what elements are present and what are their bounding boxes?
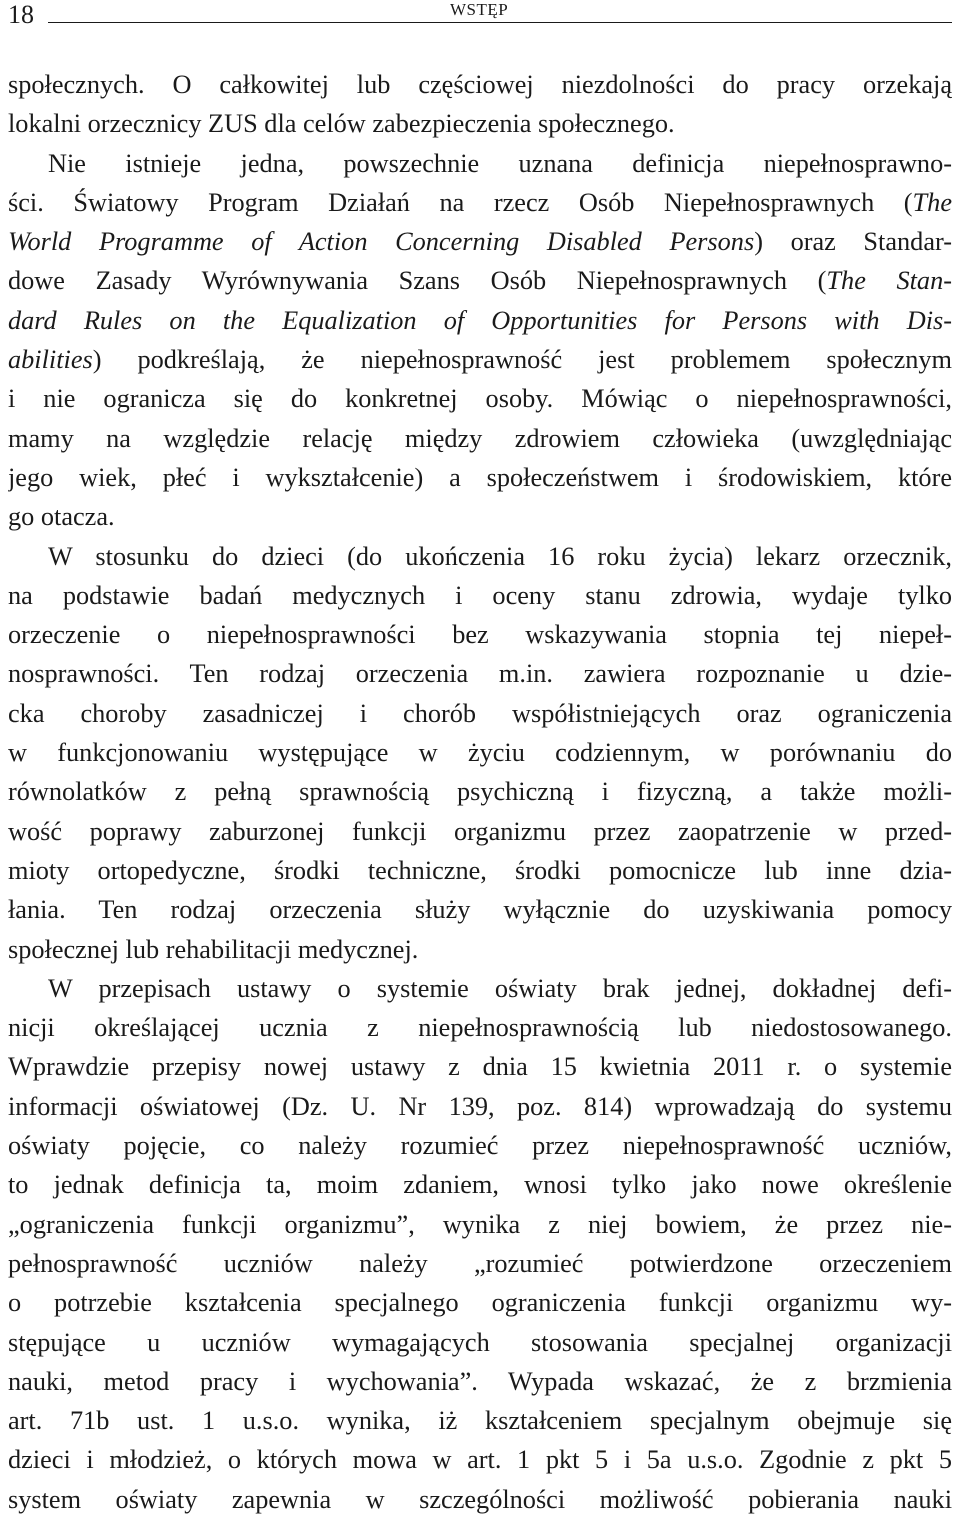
text-segment: i nie ogranicza się do konkretnej osoby. Mówiąc o niepełnosprawności, (8, 384, 952, 414)
text-line (8, 1283, 952, 1322)
text-line (8, 1205, 952, 1244)
text-line (8, 144, 952, 183)
text-line (8, 1440, 952, 1479)
text-line (8, 733, 952, 772)
text-segment: społecznych. O całkowitej lub częściowej niezdolności do pracy orzekają (8, 70, 952, 99)
text-segment: W przepisach ustawy o systemie oświaty brak jednej, dokładnej defi- (48, 973, 952, 1003)
text-line (8, 615, 952, 654)
text-line (8, 969, 952, 1008)
text-segment: The Stan- (826, 266, 952, 296)
text-segment: Wprawdzie przepisy nowej ustawy z dnia 15 kwietnia 2011 r. o systemie (8, 1052, 952, 1082)
text-segment: The (912, 187, 952, 217)
text-line (8, 537, 952, 576)
text-segment: World Programme of Action Concerning Disabled Persons (8, 227, 755, 257)
text-segment: informacji oświatowej (Dz. U. Nr 139, poz. 814) wprowadzają do systemu (8, 1091, 952, 1121)
text-segment: na podstawie badań medycznych i oceny stanu zdrowia, wydaje tylko (8, 580, 952, 610)
text-segment: ) oraz Standar- (754, 227, 952, 257)
text-segment: dzieci i młodzież, o których mowa w art. 1 pkt 5 i 5a u.s.o. Zgodnie z pkt 5 (8, 1445, 952, 1475)
text-line (8, 694, 952, 733)
text-line (8, 930, 952, 969)
text-segment: oświaty pojęcie, co należy rozumieć przez niepełnosprawność uczniów, (8, 1131, 952, 1161)
text-line (8, 1126, 952, 1165)
text-line (8, 890, 952, 929)
text-segment: mioty ortopedyczne, środki techniczne, środki pomocnicze lub inne dzia- (8, 855, 952, 885)
text-segment: W stosunku do dzieci (do ukończenia 16 roku życia) lekarz orzecznik, (48, 541, 952, 571)
text-segment: o potrzebie kształcenia specjalnego ograniczenia funkcji organizmu wy- (8, 1288, 952, 1318)
header-rule (48, 22, 952, 23)
text-segment: go otacza. (8, 502, 115, 532)
text-line (8, 772, 952, 811)
text-segment: Nie istnieje jedna, powszechnie uznana definicja niepełnosprawno- (48, 148, 952, 178)
text-segment: nauki, metod pracy i wychowania”. Wypada wskazać, że z brzmienia (8, 1366, 952, 1396)
text-line (8, 1401, 952, 1440)
text-line (8, 419, 952, 458)
text-line (8, 576, 952, 615)
text-segment: dard Rules on the Equalization of Opportunities for Persons with Dis- (8, 305, 952, 335)
text-line (8, 851, 952, 890)
text-line (8, 1244, 952, 1283)
text-segment: wość poprawy zaburzonej funkcji organizmu przez zaopatrzenie w przed- (8, 816, 952, 846)
text-line (8, 1480, 952, 1519)
text-segment: system oświaty zapewnia w szczególności możliwość pobierania nauki (8, 1484, 952, 1514)
text-segment: w funkcjonowaniu występujące w życiu codziennym, w porównaniu do (8, 738, 952, 768)
text-segment: nicji określającej ucznia z niepełnosprawnością lub niedostosowanego. (8, 1013, 952, 1043)
text-segment: cka choroby zasadniczej i chorób współistniejących oraz ograniczenia (8, 698, 952, 728)
running-head: WSTĘP (450, 0, 509, 19)
page-number: 18 (8, 0, 34, 29)
text-segment: łania. Ten rodzaj orzeczenia służy wyłącznie do uzyskiwania pomocy (8, 895, 952, 925)
text-segment: art. 71b ust. 1 u.s.o. wynika, iż kształceniem specjalnym obejmuje się (8, 1406, 952, 1436)
text-segment: nosprawności. Ten rodzaj orzeczenia m.in. zawiera rozpoznanie u dzie- (8, 659, 952, 689)
text-segment: lokalni orzecznicy ZUS dla celów zabezpieczenia społecznego. (8, 109, 675, 139)
text-segment: ) podkreślają, że niepełnosprawność jest problemem społecznym (92, 345, 952, 375)
text-line (8, 1087, 952, 1126)
text-segment: stępujące u uczniów wymagających stosowania specjalnej organizacji (8, 1327, 952, 1357)
text-line (8, 340, 952, 379)
text-segment: ści. Światowy Program Działań na rzecz Osób Niepełnosprawnych ( (8, 187, 913, 217)
text-line (8, 654, 952, 693)
page-header (8, 0, 952, 30)
text-segment: „ograniczenia funkcji organizmu”, wynika z niej bowiem, że przez nie- (8, 1209, 952, 1239)
text-segment: społecznej lub rehabilitacji medycznej. (8, 934, 419, 964)
text-line (8, 497, 952, 536)
text-line (8, 301, 952, 340)
text-line (8, 379, 952, 418)
text-line (8, 1362, 952, 1401)
text-line (8, 1323, 952, 1362)
text-line (8, 1008, 952, 1047)
text-line (8, 812, 952, 851)
text-segment: orzeczenie o niepełnosprawności bez wskazywania stopnia tej niepeł- (8, 620, 952, 650)
text-line (8, 261, 952, 300)
body-text (8, 65, 952, 1519)
text-segment: mamy na względzie relację między zdrowiem człowieka (uwzględniając (8, 423, 952, 453)
text-segment: abilities (8, 345, 93, 375)
text-line (8, 458, 952, 497)
text-line (8, 1047, 952, 1086)
text-line (8, 104, 952, 143)
text-segment: dowe Zasady Wyrównywania Szans Osób Niepełnosprawnych ( (8, 266, 827, 296)
text-segment: pełnosprawność uczniów należy „rozumieć potwierdzone orzeczeniem (8, 1248, 952, 1278)
text-segment: to jednak definicja ta, moim zdaniem, wnosi tylko jako nowe określenie (8, 1170, 952, 1200)
text-line (8, 1165, 952, 1204)
text-line (8, 183, 952, 222)
text-line (8, 65, 952, 104)
text-line (8, 222, 952, 261)
text-segment: równolatków z pełną sprawnością psychiczną i fizyczną, a także możli- (8, 777, 952, 807)
text-segment: jego wiek, płeć i wykształcenie) a społeczeństwem i środowiskiem, które (8, 462, 952, 492)
